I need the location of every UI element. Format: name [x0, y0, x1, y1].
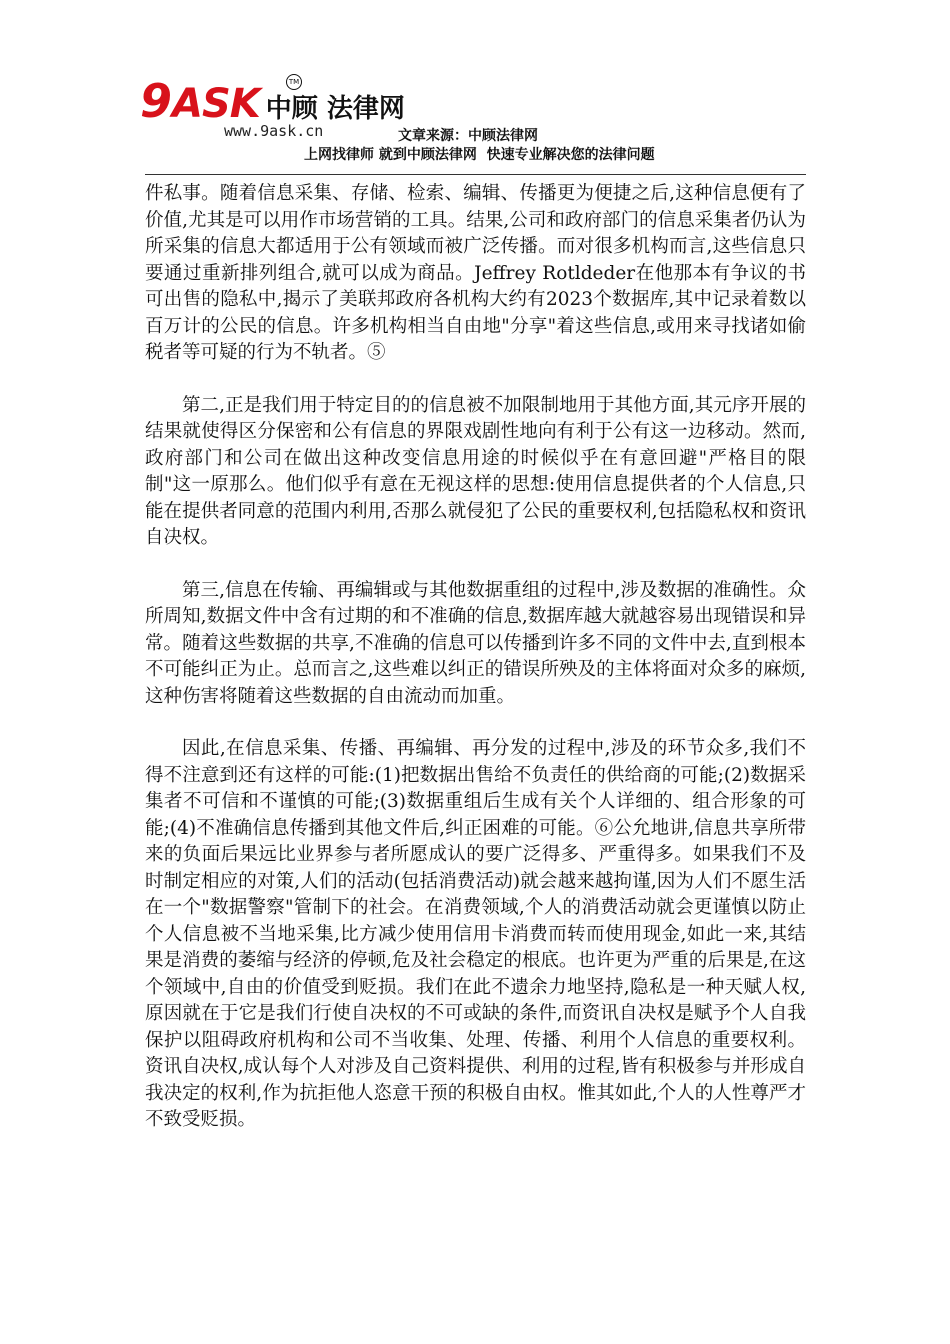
logo-chinese-name: 中顾 法律网: [265, 94, 405, 124]
trademark-badge: TM: [286, 74, 302, 90]
site-logo[interactable]: [140, 74, 405, 148]
article-body: [145, 181, 806, 1134]
logo-ask: ASK: [172, 81, 260, 127]
article-source: 文章来源：中顾法律网: [398, 128, 538, 144]
paragraph-4: 因此,在信息采集、传播、再编辑、再分发的过程中,涉及的环节众多,我们不得不注意到还有这样的可能:(1)把数据出售给不负责任的供给商的可能;(2)数据采集者不可信和不谨慎的可能;(3)数据重组后生成有关个人详细的、组合形象的可能;(4)不准确信息传播到其他文件后,纠正困难的可能。⑥公允地讲,信息共享所带来的负面后果远比业界参与者所愿成认的要广泛得多、严重得多。如果我们不及时制定相应的对策,人们的活动(包括消费活动)就会越来越拘谨,因为人们不愿生活在一个"数据警察"管制下的社会。在消费领域,个人的消费活动就会更谨慎以防止个人信息被不当地采集,比方减少使用信用卡消费而转而使用现金,如此一来,其结果是消费的萎缩与经济的停顿,危及社会稳定的根底。也许更为严重的后果是,在这个领域中,自由的价值受到贬损。我们在此不遗余力地坚持,隐私是一种天赋人权,原因就在于它是我们行使自决权的不可或缺的条件,而资讯自决权是赋予个人自我保护以阻碍政府机构和公司不当收集、处理、传播、利用个人信息的重要权利。资讯自决权,成认每个人对涉及自己资料提供、利用的过程,皆有积极参与并形成自我决定的权利,作为抗拒他人恣意干预的积极自由权。惟其如此,个人的人性尊严才不致受贬损。: [145, 738, 806, 1130]
paragraph-3: 第三,信息在传输、再编辑或与其他数据重组的过程中,涉及数据的准确性。众所周知,数据文件中含有过期的和不准确的信息,数据库越大就越容易出现错误和异常。随着这些数据的共享,不准确的信息可以传播到许多不同的文件中去,直到根本不可能纠正为止。总而言之,这些难以纠正的错误所殃及的主体将面对众多的麻烦,这种伤害将随着这些数据的自由流动而加重。: [145, 579, 806, 707]
logo-url: www.9ask.cn: [224, 122, 324, 140]
header-slogan: 上网找律师 就到中顾法律网 快速专业解决您的法律问题: [304, 147, 655, 163]
paragraph-1: 件私事。随着信息采集、存储、检索、编辑、传播更为便捷之后,这种信息便有了价值,尤其是可以用作市场营销的工具。结果,公司和政府部门的信息采集者仍认为所采集的信息大都适用于公有领域而被广泛传播。而对很多机构而言,这些信息只要通过重新排列组合,就可以成为商品。Jeffrey Rotldeder在他那本有争议的书可出售的隐私中,揭示了美联邦政府各机构大约有2023个数据库,其中记录着数以百万计的公民的信息。许多机构相当自由地"分享"着这些信息,或用来寻找诸如偷税者等可疑的行为不轨者。⑤: [145, 183, 806, 363]
logo-nine: 9: [140, 74, 173, 128]
paragraph-2: 第二,正是我们用于特定目的的信息被不加限制地用于其他方面,其元序开展的结果就使得区分保密和公有信息的界限戏剧性地向有利于公有这一边移动。然而,政府部门和公司在做出这种改变信息用途的时候似乎在有意回避"严格目的限制"这一原那么。他们似乎有意在无视这样的思想:使用信息提供者的个人信息,只能在提供者同意的范围内利用,否那么就侵犯了公民的重要权利,包括隐私权和资讯自决权。: [145, 394, 806, 548]
header-divider: [145, 174, 806, 175]
